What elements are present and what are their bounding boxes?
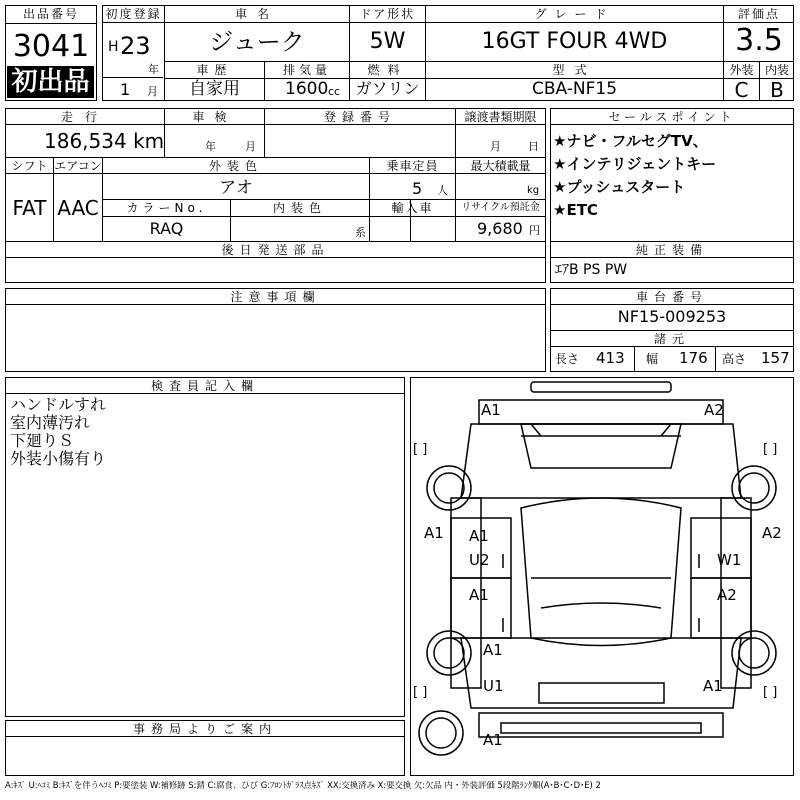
transfer-month-unit: 月 bbox=[490, 140, 501, 153]
car-diagram-svg bbox=[411, 378, 792, 774]
grade-label: グレード bbox=[534, 7, 615, 21]
displacement-value: 1600 bbox=[285, 79, 329, 99]
mark-right-front-door: W1 bbox=[717, 551, 742, 569]
mark-left-rear-door: A1 bbox=[469, 586, 489, 604]
inspection-label: 車検 bbox=[192, 110, 237, 124]
displacement-unit: cc bbox=[328, 85, 341, 98]
fuel-value: ガソリン bbox=[355, 79, 420, 98]
score-value: 3.5 bbox=[735, 23, 783, 58]
chassis-label: 車台番号 bbox=[635, 290, 708, 304]
later-parts-label: 後日発送部品 bbox=[221, 243, 330, 257]
inspection-year-unit: 年 bbox=[205, 140, 216, 153]
car-name: ジューク bbox=[209, 28, 305, 56]
year-unit: 年 bbox=[148, 63, 159, 76]
inspector-note: 室内薄汚れ bbox=[10, 413, 91, 432]
recycle-unit: 円 bbox=[529, 224, 540, 237]
footer-legend: A:ｷｽﾞ U:ﾍｺﾐ B:ｷｽﾞを伴うﾍｺﾐ P:要塗装 W:補修跡 S:錆 C:腐食、ひび G:ﾌﾛﾝﾄｶﾞﾗｽ点ｷｽﾞ XX:交換済み X:要交換 欠:欠品 内・外装評価 5段階ﾗﾝｸ順(A･B･C･D･E) 2 bbox=[5, 781, 601, 790]
mark-right-rear-door: A2 bbox=[717, 586, 737, 604]
inspector-note: ハンドルすれ bbox=[10, 395, 107, 414]
genuine-value: ｴｱB PS PW bbox=[555, 262, 628, 278]
model-value: CBA-NF15 bbox=[531, 79, 618, 99]
mark-left-rear-quarter-1: A1 bbox=[483, 641, 503, 659]
sales-point: ★ナビ・フルセグTV、 bbox=[553, 132, 708, 150]
interior-color-label: 内装色 bbox=[272, 201, 327, 215]
door-value: 5W bbox=[369, 29, 406, 54]
mileage-label: 走行 bbox=[60, 110, 109, 124]
color-no-label: カラーNo. bbox=[126, 201, 207, 215]
caution-label: 注意事項欄 bbox=[230, 290, 321, 304]
capacity-value: 5 bbox=[412, 179, 423, 198]
mileage-value: 186,534 km bbox=[44, 129, 165, 153]
width-value: 176 bbox=[679, 349, 708, 367]
era-prefix: H bbox=[108, 39, 119, 55]
mark-left-front-door-2: U2 bbox=[469, 551, 490, 569]
mark-right-fender: A2 bbox=[762, 524, 782, 542]
inspector-note: 下廻りＳ bbox=[10, 431, 75, 450]
exterior-value: C bbox=[734, 78, 749, 102]
import-label: 輸入車 bbox=[391, 201, 434, 215]
score-label: 評価点 bbox=[737, 7, 780, 21]
bracket-mark: [ ] bbox=[413, 442, 428, 457]
chassis-value: NF15-009253 bbox=[617, 307, 727, 326]
inspector-label: 検査員記入欄 bbox=[150, 379, 259, 393]
lot-number: 3041 bbox=[12, 29, 90, 64]
inspector-notes bbox=[10, 396, 106, 468]
load-label: 最大積載量 bbox=[470, 159, 531, 173]
sales-points-label: セールスポイント bbox=[608, 110, 736, 124]
inspection-month-unit: 月 bbox=[245, 140, 256, 153]
sales-points-list bbox=[553, 130, 793, 222]
sales-point: ★プッシュスタート bbox=[553, 178, 686, 196]
car-diagram bbox=[410, 377, 794, 776]
aircon-value: AAC bbox=[57, 196, 99, 220]
history-label: 車歴 bbox=[196, 63, 233, 77]
height-value: 157 bbox=[761, 349, 790, 367]
mark-rear-bumper: A1 bbox=[483, 731, 503, 749]
mark-left-fender: A1 bbox=[424, 524, 444, 542]
length-label: 長さ bbox=[555, 352, 580, 366]
sales-point: ★インテリジェントキー bbox=[553, 155, 717, 173]
capacity-label: 乗車定員 bbox=[386, 159, 439, 173]
color-label: 外装色 bbox=[208, 159, 263, 173]
interior-label: 内装 bbox=[764, 63, 789, 77]
color-no-value: RAQ bbox=[149, 219, 184, 238]
first-listing-text: 初出品 bbox=[11, 67, 90, 97]
bracket-mark: [ ] bbox=[763, 442, 778, 457]
shift-value: FAT bbox=[12, 196, 47, 220]
load-unit: kg bbox=[527, 185, 540, 196]
transfer-label: 譲渡書類期限 bbox=[464, 110, 537, 124]
door-label: ドア形状 bbox=[359, 7, 416, 21]
mark-front-right: A2 bbox=[704, 401, 724, 419]
mark-left-rear-quarter-2: U1 bbox=[483, 677, 504, 695]
width-label: 幅 bbox=[646, 352, 659, 366]
shift-label: シフト bbox=[11, 159, 48, 173]
registration-label: 登録番号 bbox=[323, 110, 396, 124]
mark-right-rear-quarter: A1 bbox=[703, 677, 723, 695]
bracket-mark: [ ] bbox=[413, 685, 428, 700]
exterior-label: 外装 bbox=[729, 63, 754, 77]
length-value: 413 bbox=[596, 349, 625, 367]
bracket-mark: [ ] bbox=[763, 685, 778, 700]
color-value: アオ bbox=[219, 178, 253, 198]
dims-label: 諸元 bbox=[653, 332, 690, 346]
mark-left-front-door-1: A1 bbox=[469, 527, 489, 545]
height-label: 高さ bbox=[722, 352, 747, 366]
lot-number-label: 出品番号 bbox=[22, 7, 79, 21]
interior-value: B bbox=[770, 78, 784, 102]
office-label: 事務局よりご案内 bbox=[132, 722, 277, 736]
genuine-label: 純正装備 bbox=[635, 243, 708, 257]
grade-value: 16GT FOUR 4WD bbox=[481, 29, 668, 54]
car-name-label: 車名 bbox=[234, 7, 279, 21]
mark-front-left: A1 bbox=[481, 401, 501, 419]
first-reg-label: 初度登録 bbox=[105, 7, 162, 21]
inspector-note: 外装小傷有り bbox=[10, 449, 107, 468]
lot-number-box bbox=[5, 5, 97, 101]
interior-color-suffix: 系 bbox=[355, 226, 366, 239]
fuel-label: 燃料 bbox=[367, 63, 408, 77]
first-reg-month: 1 bbox=[120, 80, 131, 99]
aircon-label: エアコン bbox=[54, 159, 102, 173]
capacity-unit: 人 bbox=[437, 184, 448, 197]
history-value: 自家用 bbox=[189, 79, 240, 99]
sales-point: ★ETC bbox=[553, 201, 598, 219]
model-label: 型式 bbox=[552, 63, 597, 77]
month-unit: 月 bbox=[147, 85, 158, 98]
era-year: 23 bbox=[120, 32, 151, 60]
displacement-label: 排気量 bbox=[282, 63, 331, 77]
transfer-day-unit: 日 bbox=[528, 140, 539, 153]
recycle-label: リサイクル預託金 bbox=[461, 202, 540, 213]
recycle-value: 9,680 bbox=[477, 219, 523, 238]
